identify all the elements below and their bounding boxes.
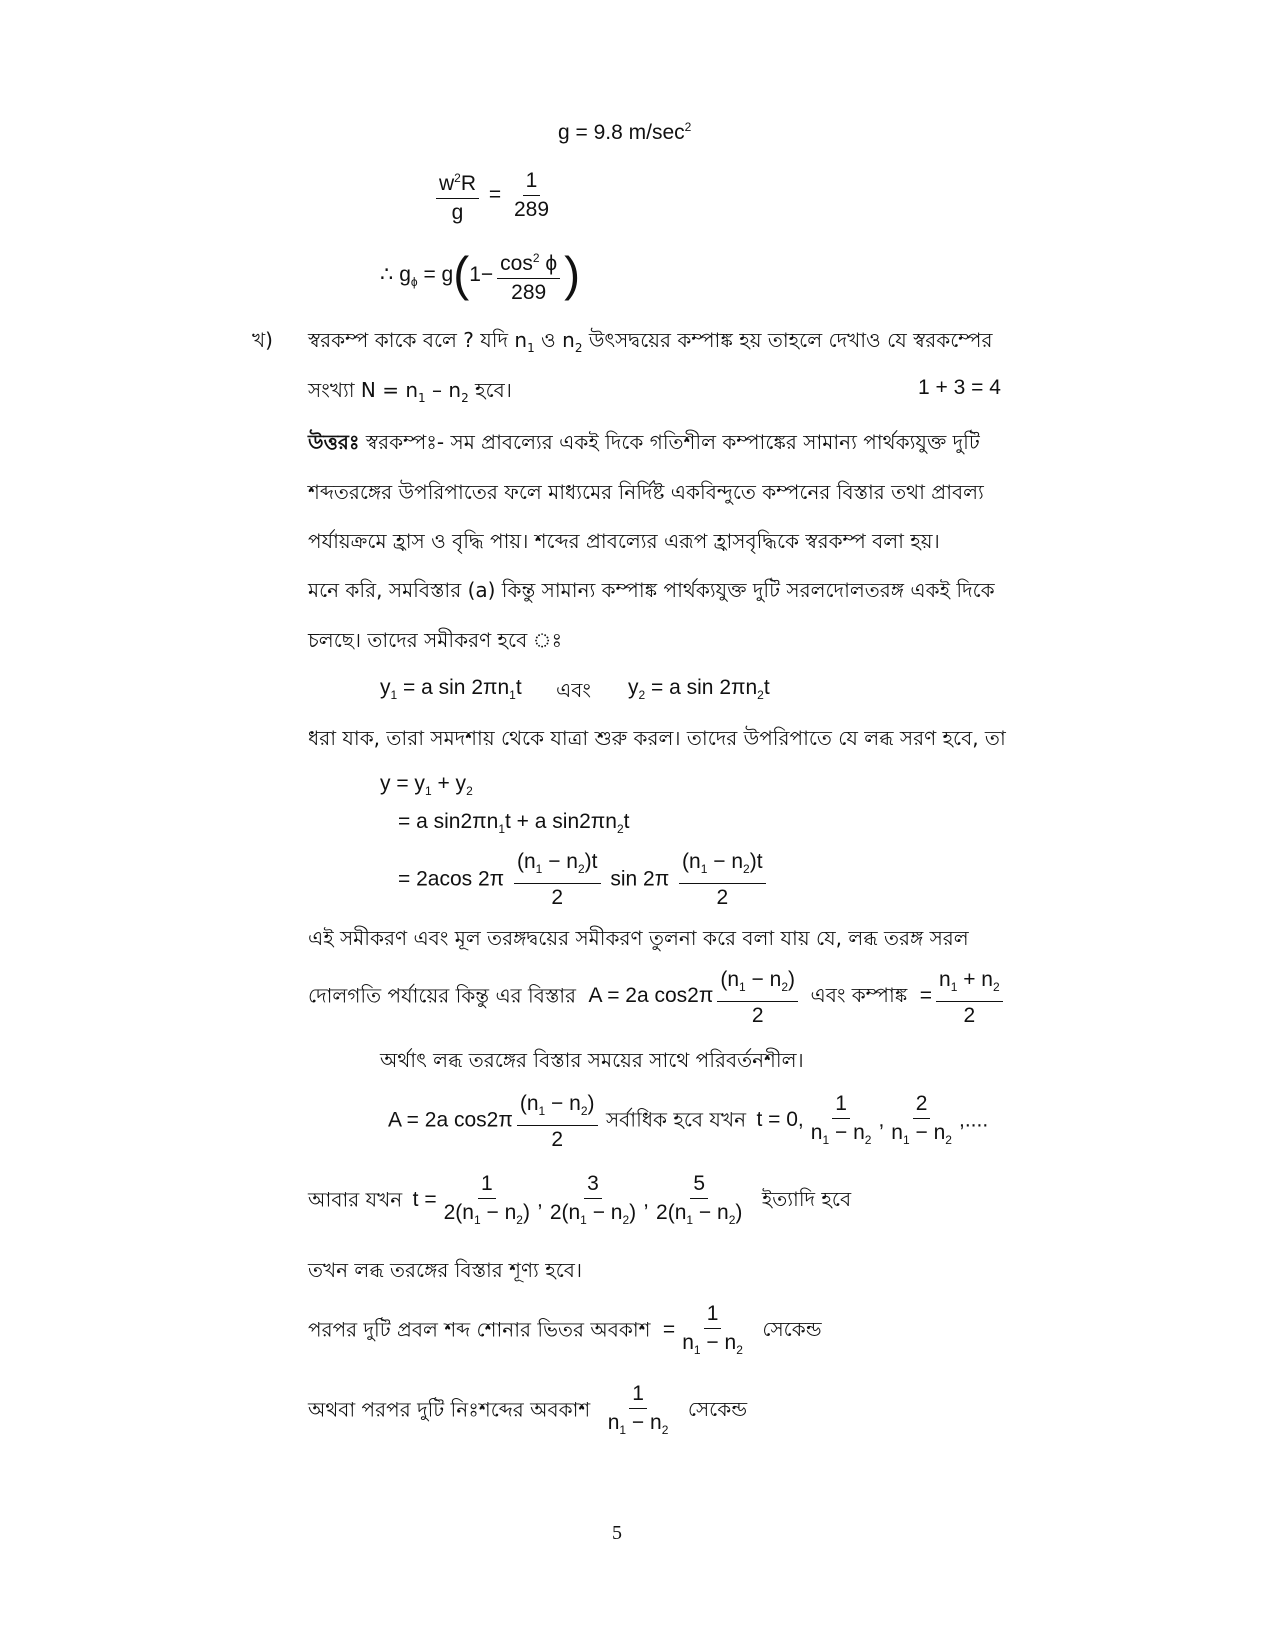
maximum-condition: A = 2a cos2π $\frac{(n_1 - n_2)}{2}$ সর্বাধিক হবে যখন t = 0, $\frac{1}{n_1 - n_2}$ , $\frac{2}{n_1 - n_2}$ ,.... <box>388 1090 988 1154</box>
answer-line-7: এই সমীকরণ এবং মূল তরঙ্গদ্বয়ের সমীকরণ তুলনা করে বলা যায় যে, লব্ধ তরঙ্গ সরল <box>308 926 969 950</box>
minimum-condition: আবার যখন t = $\frac{1}{2(n_1 - n_2)}$ , $\frac{3}{2(n_1 - n_2)}$ , $\frac{5}{2(n_1 - n_2)}$ ইত্যাদি হবে <box>308 1170 851 1234</box>
fraction: $\frac{(n_1 - n_2)t}{2}$ <box>679 848 766 912</box>
fraction: $\frac{1}{289}$ <box>513 169 550 221</box>
fraction: $\frac{1}{n_1 - n_2}$ <box>810 1092 872 1148</box>
gravity-value: g = 9.8 $m/\sec^2$ <box>558 120 692 144</box>
wave-equation-2: $y_2 = a$ $\sin 2\pi n_2t$ <box>628 676 770 703</box>
fraction: $\frac{3}{2(n_1 - n_2)}$ <box>549 1172 637 1228</box>
fraction: $\frac{(n_1 - n_2)}{2}$ <box>517 1090 598 1154</box>
silence-interval-line: অথবা পরপর দুটি নিঃশব্দের অবকাশ $\frac{1}{n_1 - n_2}$ সেকেন্ড <box>308 1380 747 1444</box>
fraction: $\frac{1}{2(n_1 - n_2)}$ <box>443 1172 530 1228</box>
answer-line-1: উত্তরঃ স্বরকম্পঃ- সম প্রাবল্যের একই দিকে গতিশীল কম্পাঙ্কের সামান্য পার্থক্যযুক্ত দুটি <box>308 430 980 454</box>
fraction: $\frac{5}{2(n_1 - n_2)}$ <box>656 1172 743 1228</box>
fraction: $\frac{1}{n_1 - n_2}$ <box>607 1382 669 1438</box>
question-marks: 1 + 3 = 4 <box>918 376 1001 399</box>
answer-line-6: ধরা যাক, তারা সমদশায় থেকে যাত্রা শুরু করল। তাদের উপরিপাতে যে লব্ধ সরণ হবে, তা <box>308 726 1006 750</box>
superposition-line-1: $y = y_1 + y_2$ <box>380 772 473 799</box>
fraction: $\frac{2}{n_1 - n_2}$ <box>891 1092 952 1148</box>
answer-line-3: পর্যায়ক্রমে হ্রাস ও বৃদ্ধি পায়। শব্দের প্রাবল্যের এরূপ হ্রাসবৃদ্ধিকে স্বরকম্প বলা হয়। <box>308 529 940 553</box>
amplitude-line: দোলগতি পর্যায়ের কিন্তু এর বিস্তার A = 2a cos2π $\frac{(n_1 - n_2)}{2}$ এবং কম্পাঙ্ক = $\frac{n_1 + n_2}{2}$ <box>308 966 1007 1030</box>
fraction: $\frac{1}{n_1 - n_2}$ <box>682 1302 743 1358</box>
page-number: 5 <box>612 1522 622 1544</box>
question-line-2: সংখ্যা $N = n_1 - n_2$ হবে। <box>308 378 512 405</box>
fraction: $\frac{w^2R}{g}$ <box>436 164 479 227</box>
answer-line-9: অর্থাৎ লব্ধ তরঙ্গের বিস্তার সময়ের সাথে পরিবর্তনশীল। <box>380 1048 804 1072</box>
question-line-1: স্বরকম্প কাকে বলে ? যদি $n_1$ ও $n_2$ উৎসদ্বয়ের কম্পাঙ্ক হয় তাহলে দেখাও যে স্বরকম্পের <box>308 328 993 355</box>
superposition-line-2: = a $\sin 2\pi n_1t + a$ $\sin 2\pi n_2t$ <box>398 810 630 837</box>
ratio-equation: $\frac{w^2R}{g}$ = $\frac{1}{289}$ <box>432 164 556 227</box>
wave-equation-1: $y_1 = a$ $\sin 2\pi n_1t$ <box>380 676 522 703</box>
answer-line-10: তখন লব্ধ তরঙ্গের বিস্তার শূণ্য হবে। <box>308 1258 583 1282</box>
gphi-equation: ∴ $g_\phi = g(1-$ $\frac{\cos^2 \phi}{289}$ ) <box>380 244 580 307</box>
loud-interval-line: পরপর দুটি প্রবল শব্দ শোনার ভিতর অবকাশ = $\frac{1}{n_1 - n_2}$ সেকেন্ড <box>308 1300 822 1364</box>
and-word: এবং <box>556 678 591 702</box>
answer-line-5: চলছে। তাদের সমীকরণ হবে ঃ <box>308 628 563 652</box>
answer-label: উত্তরঃ <box>308 430 360 454</box>
answer-line-4: মনে করি, সমবিস্তার (a) কিন্তু সামান্য কম্পাঙ্ক পার্থক্যযুক্ত দুটি সরলদোলতরঙ্গ একই দিকে <box>308 578 995 602</box>
question-label: খ) <box>252 328 273 352</box>
fraction: $\frac{(n_1 - n_2)t}{2}$ <box>514 848 601 912</box>
answer-line-2: শব্দতরঙ্গের উপরিপাতের ফলে মাধ্যমের নির্দিষ্ট একবিন্দুতে কম্পনের বিস্তার তথা প্রাবল্য <box>308 480 984 504</box>
superposition-line-3: = 2acos 2π $\frac{(n_1 - n_2)t}{2}$ sin 2π $\frac{(n_1 - n_2)t}{2}$ <box>398 848 770 912</box>
fraction: $\frac{n_1 + n_2}{2}$ <box>936 966 1003 1030</box>
fraction: $\frac{\cos^2 \phi}{289}$ <box>497 244 560 307</box>
fraction: $\frac{(n_1 - n_2)}{2}$ <box>717 966 798 1030</box>
